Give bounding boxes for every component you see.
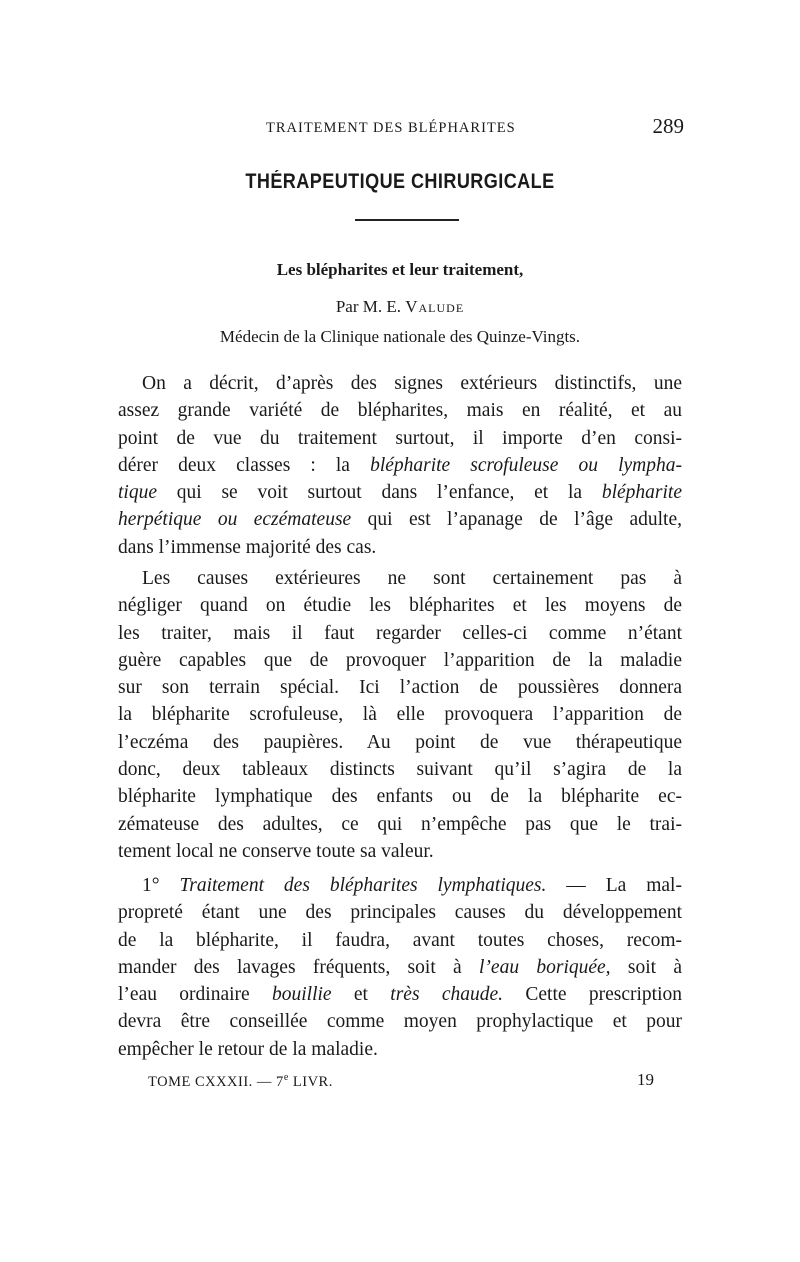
running-title: TRAITEMENT DES BLÉPHARITES: [266, 120, 516, 136]
text-run: Les causes extérieures ne sont certainement pas à: [142, 568, 682, 589]
text-line: [118, 899, 682, 926]
text-line: [118, 370, 682, 397]
text-run: les traiter, mais il faut regarder celles-ci comme n’étant: [118, 622, 682, 644]
text-line: [118, 1036, 682, 1063]
text-line: [118, 838, 682, 865]
footer-volume-text: TOME CXXXII. — 7: [148, 1073, 284, 1090]
text-line: [118, 783, 682, 810]
text-line: [118, 647, 682, 674]
text-run: Cette prescription: [503, 984, 682, 1006]
text-line: [118, 729, 682, 756]
text-run: la blépharite scrofuleuse, là elle provoquera l’apparition de: [118, 704, 682, 726]
italic-text: très chaude.: [390, 984, 504, 1006]
text-run: On a décrit, d’après des signes extérieurs distinctifs, une: [142, 373, 682, 394]
title-rule: [355, 219, 459, 221]
text-run: empêcher le retour de la maladie.: [118, 1038, 378, 1060]
text-line: [118, 674, 682, 701]
page-number: 289: [652, 114, 684, 138]
text-line: [118, 1008, 682, 1035]
footer-volume-suffix: LIVR.: [288, 1073, 333, 1090]
section-title: THÉRAPEUTIQUE CHIRURGICALE: [245, 170, 555, 193]
text-run: négliger quand on étudie les blépharites et les moyens de: [118, 595, 682, 617]
text-line: [118, 620, 682, 647]
paragraph-1: [118, 370, 682, 561]
text-line: [118, 592, 682, 619]
text-run: guère capables que de provoquer l’apparition de la maladie: [118, 649, 682, 671]
text-run: l’eau ordinaire: [118, 984, 272, 1006]
text-line: [118, 565, 682, 592]
running-header: [118, 116, 684, 140]
text-run: sur son terrain spécial. Ici l’action de poussières donnera: [118, 677, 682, 699]
text-line: [118, 981, 682, 1008]
text-run: zémateuse des adultes, ce qui n’empêche pas que le trai-: [118, 813, 682, 835]
text-line: [118, 425, 682, 452]
italic-text: herpétique ou eczémateuse: [118, 509, 352, 531]
text-run: point de vue du traitement surtout, il importe d’en consi-: [118, 427, 682, 449]
text-line: [118, 811, 682, 838]
text-run: — La mal-: [546, 875, 682, 896]
byline: [0, 297, 800, 317]
text-line: [118, 701, 682, 728]
text-line: [118, 397, 682, 424]
text-run: mander des lavages fréquents, soit à: [118, 956, 479, 978]
text-run: dérer deux classes : la: [118, 454, 371, 476]
text-line: [118, 927, 682, 954]
text-line: [118, 756, 682, 783]
italic-text: Traitement des blépharites lymphatiques.: [179, 875, 547, 896]
article-title: Les blépharites et leur traitement,: [276, 260, 524, 279]
text-run: qui est l’apanage de l’âge adulte,: [351, 509, 683, 531]
text-run: et: [331, 984, 391, 1006]
text-run: propreté étant une des principales causes du développement: [118, 902, 682, 924]
text-run: donc, deux tableaux distincts suivant qu’il s’agira de la: [118, 759, 682, 781]
italic-text: tique: [118, 482, 157, 504]
text-line: [118, 452, 682, 479]
text-line: [118, 534, 682, 561]
text-run: tement local ne conserve toute sa valeur.: [118, 840, 434, 862]
author-name: Valude: [405, 297, 465, 316]
footer-volume: [148, 1072, 333, 1091]
text-run: 1°: [142, 875, 180, 896]
paragraph-3: [118, 872, 682, 1063]
paragraph-2: [118, 565, 682, 865]
text-run: dans l’immense majorité des cas.: [118, 536, 377, 558]
italic-text: blépharite scrofuleuse ou lympha-: [370, 454, 682, 476]
text-line: [118, 954, 682, 981]
author-affiliation: Médecin de la Clinique nationale des Quinze-Vingts.: [219, 327, 581, 346]
text-run: de la blépharite, il faudra, avant toutes choses, recom-: [118, 929, 682, 951]
byline-prefix: Par M. E.: [335, 297, 401, 316]
page-footer: [148, 1070, 654, 1092]
italic-text: blépharite: [601, 482, 682, 504]
text-line: [118, 506, 682, 533]
signature-mark: 19: [637, 1070, 654, 1089]
text-line: [118, 479, 682, 506]
italic-text: bouillie: [272, 984, 332, 1006]
text-run: devra être conseillée comme moyen prophylactique et pour: [118, 1011, 682, 1033]
text-run: blépharite lymphatique des enfants ou de la blépharite ec-: [118, 786, 682, 808]
text-run: assez grande variété de blépharites, mais en réalité, et au: [118, 400, 682, 422]
text-run: l’eczéma des paupières. Au point de vue thérapeutique: [118, 731, 682, 753]
italic-text: l’eau boriquée,: [479, 956, 611, 978]
footer-volume-sup: e: [283, 1072, 289, 1083]
text-line: [118, 872, 682, 899]
text-run: soit à: [610, 956, 682, 978]
text-run: qui se voit surtout dans l’enfance, et la: [157, 482, 602, 504]
